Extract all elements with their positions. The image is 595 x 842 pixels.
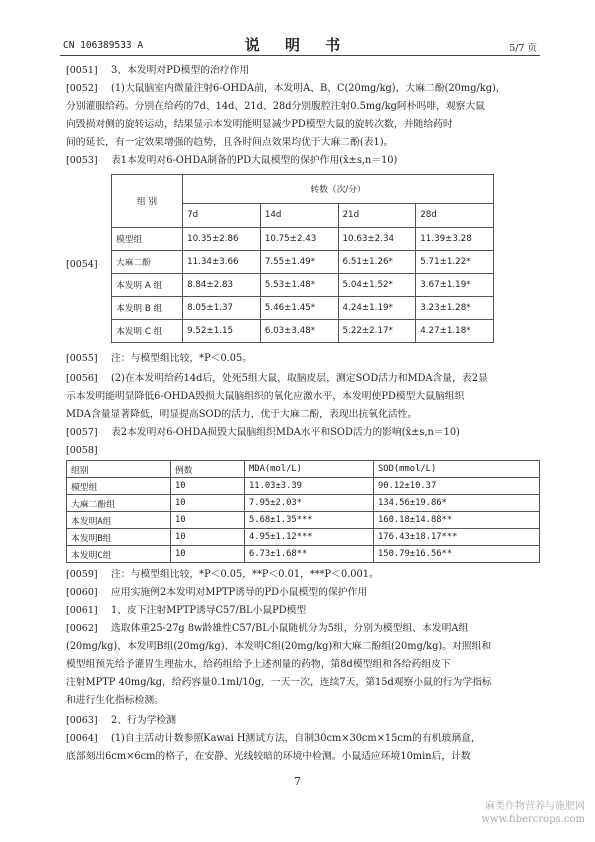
table-header-cell: 21d xyxy=(338,203,416,227)
table-cell: 模型组 xyxy=(67,478,171,495)
table-cell: 5.71±1.22* xyxy=(416,251,494,274)
table-1 xyxy=(111,174,494,343)
paragraph-line: 间的延长，有一定效果增强的趋势，且各时间点效果均优于大麻二酚(表1)。 xyxy=(66,137,394,148)
table-header-cell: 例数 xyxy=(171,461,245,478)
table-cell: 3.67±1.19* xyxy=(416,274,494,297)
paragraph-tag: [0060] xyxy=(66,587,98,598)
paragraph-line: 注：与模型组比较，*P＜0.05。 xyxy=(111,353,253,364)
paragraph-line: (1)自主活动计数参照Kawai H测试方法，自制30cm×30cm×15cm的有机玻璃盒， xyxy=(111,733,481,744)
table-row xyxy=(112,320,494,343)
paragraph-tag: [0061] xyxy=(66,605,98,616)
paragraph-line: 分别灌服给药。分别在给药的7d、14d、21d、28d分别腹腔注射0.5mg/kg阿朴吗啡，观察大鼠 xyxy=(66,101,486,112)
table-cell: 10 xyxy=(171,478,245,495)
table-cell: 5.04±1.52* xyxy=(338,274,416,297)
table-header-cell: 28d xyxy=(416,203,494,227)
header-rule xyxy=(60,55,540,56)
paragraph-0052 xyxy=(66,80,540,152)
paragraph-0056 xyxy=(66,370,540,424)
table-header-cell: 组别 xyxy=(67,461,171,478)
paragraph-tag: [0053] xyxy=(66,155,98,166)
paragraph-line: 1、皮下注射MPTP诱导C57/BL小鼠PD模型 xyxy=(111,605,307,616)
table-cell: 5.68±1.35*** xyxy=(245,512,374,529)
table-cell: 11.34±3.66 xyxy=(183,251,261,274)
table-cell: 160.18±14.88** xyxy=(374,512,540,529)
table-row xyxy=(112,274,494,297)
paragraph-line: 注：与模型组比较，*P＜0.05，**P＜0.01，***P＜0.001。 xyxy=(111,569,379,580)
paragraph-line: (20mg/kg)、本发明B组(20mg/kg)、本发明C组(20mg/kg)和大麻二酚组(20mg/kg)。对照组和 xyxy=(66,641,492,652)
paragraph-tag: [0055] xyxy=(66,353,98,364)
paragraph-0060 xyxy=(66,584,540,602)
table-cell: 6.03±3.48* xyxy=(260,320,338,343)
table-cell: 5.46±1.45* xyxy=(260,297,338,320)
paragraph-0057 xyxy=(66,424,540,442)
table-row xyxy=(67,495,540,512)
watermark xyxy=(481,800,585,826)
table-cell: 10 xyxy=(171,546,245,563)
table-row xyxy=(112,228,494,251)
paragraph-tag: [0057] xyxy=(66,427,98,438)
paragraph-line: 模型组预先给予灌胃生理盐水，给药组给予上述剂量的药物，第8d模型组和各给药组皮下 xyxy=(66,659,451,670)
table-header-cell: 组 别 xyxy=(112,175,183,228)
paragraph-0062 xyxy=(66,620,540,710)
paragraph-tag: [0064] xyxy=(66,733,98,744)
table-cell: 4.24±1.19* xyxy=(338,297,416,320)
paragraph-tag: [0063] xyxy=(66,715,98,726)
table-cell: 大麻二酚组 xyxy=(67,495,171,512)
table-cell: 本发明 B 组 xyxy=(112,297,183,320)
table-cell: 5.22±2.17* xyxy=(338,320,416,343)
header-patent-number: CN 106389533 A xyxy=(63,40,144,51)
header-title: 说 明 书 xyxy=(244,36,351,54)
table-header-cell: 7d xyxy=(183,203,261,227)
table-cell: 11.03±3.39 xyxy=(245,478,374,495)
page-number: 7 xyxy=(294,775,301,788)
table-cell: 10.35±2.86 xyxy=(183,228,261,251)
table-cell: 7.95±2.03* xyxy=(245,495,374,512)
table2-caption: 表2本发明对6-OHDA损毁大鼠脑组织MDA水平和SOD活力的影响(x̄±s,n＝10) xyxy=(111,427,460,438)
table-cell: 8.84±2.83 xyxy=(183,274,261,297)
table-header-row xyxy=(67,461,540,478)
header-page: 5/7 页 xyxy=(509,43,537,54)
paragraph-line: 底部刻出6cm×6cm的格子，在安静、光线较暗的环境中检测。小鼠适应环境10min后，计数 xyxy=(66,751,471,762)
table-cell: 本发明B组 xyxy=(67,529,171,546)
table-header-row xyxy=(112,175,494,204)
paragraph-line: MDA含量显著降低，明显提高SOD的活力，优于大麻二酚，表现出抗氧化活性。 xyxy=(66,409,418,420)
paragraph-0061 xyxy=(66,602,540,620)
table-header-cell: 转数（次/分） xyxy=(183,175,494,204)
table-cell: 10 xyxy=(171,529,245,546)
table-header-cell: 14d xyxy=(260,203,338,227)
paragraph-line: 2、行为学检测 xyxy=(111,715,177,726)
table-header-cell: MDA(mol/L) xyxy=(245,461,374,478)
paragraph-line: 示本发明能明显降低6-OHDA毁损大鼠脑组织的氧化应激水平，本发明使PD模型大鼠脑组织 xyxy=(66,391,465,402)
table-row xyxy=(67,512,540,529)
table-cell: 本发明A组 xyxy=(67,512,171,529)
table-row xyxy=(67,478,540,495)
table-cell: 6.51±1.26* xyxy=(338,251,416,274)
table-cell: 134.56±19.86* xyxy=(374,495,540,512)
table-cell: 10.75±2.43 xyxy=(260,228,338,251)
paragraph-line: 3、本发明对PD模型的治疗作用 xyxy=(111,65,250,76)
table-cell: 9.52±1.15 xyxy=(183,320,261,343)
table-cell: 8.05±1.37 xyxy=(183,297,261,320)
table-cell: 本发明 A 组 xyxy=(112,274,183,297)
table-row xyxy=(67,546,540,563)
table-cell: 4.95±1.12*** xyxy=(245,529,374,546)
table-cell: 11.39±3.28 xyxy=(416,228,494,251)
paragraph-line: (2)在本发明给药14d后，处死5组大鼠，取脑皮层，测定SOD活力和MDA含量，表2显 xyxy=(111,373,488,384)
paragraph-line: 注射MPTP 40mg/kg，给药容量0.1ml/10g，一天一次，连续7天，第15d观察小鼠的行为学指标 xyxy=(66,677,492,688)
paragraph-tag: [0054] xyxy=(66,259,98,270)
table-cell: 模型组 xyxy=(112,228,183,251)
paragraph-0059 xyxy=(66,566,540,584)
paragraph-line: (1)大鼠脑室内微量注射6-OHDA前，本发明A、B、C(20mg/kg)，大麻二酚(20mg/kg)， xyxy=(111,83,506,94)
table-cell: 4.27±1.18* xyxy=(416,320,494,343)
table-cell: 90.12±10.37 xyxy=(374,478,540,495)
table-cell: 10 xyxy=(171,495,245,512)
table-cell: 3.23±1.28* xyxy=(416,297,494,320)
watermark-line: www.fibercrops.com xyxy=(481,814,585,825)
table1-caption: 表1本发明对6-OHDA制备的PD大鼠模型的保护作用(x̄±s,n＝10) xyxy=(111,155,398,166)
paragraph-0055 xyxy=(66,350,540,368)
table-cell: 6.73±1.68** xyxy=(245,546,374,563)
paragraph-0051 xyxy=(66,62,540,80)
paragraph-tag: [0051] xyxy=(66,65,98,76)
paragraph-0058 xyxy=(66,442,540,460)
table-cell: 10 xyxy=(171,512,245,529)
paragraph-tag: [0052] xyxy=(66,83,98,94)
paragraph-line: 应用实施例2本发明对MPTP诱导的PD小鼠模型的保护作用 xyxy=(111,587,368,598)
table-row xyxy=(67,529,540,546)
table-cell: 176.43±18.17*** xyxy=(374,529,540,546)
table-cell: 本发明C组 xyxy=(67,546,171,563)
paragraph-0053 xyxy=(66,152,540,170)
table-cell: 5.53±1.48* xyxy=(260,274,338,297)
watermark-line: 麻类作物营养与施肥网 xyxy=(485,801,585,812)
paragraph-tag: [0062] xyxy=(66,623,98,634)
paragraph-line: 向毁损对侧的旋转运动，结果显示本发明能明显减少PD模型大鼠的旋转次数，并随给药时 xyxy=(66,119,453,130)
paragraph-line: 选取体重25-27g 8w龄雄性C57/BL小鼠随机分为5组，分别为模型组、本发明A组 xyxy=(111,623,469,634)
table-row xyxy=(112,297,494,320)
table-row xyxy=(112,251,494,274)
table-cell: 150.79±16.56** xyxy=(374,546,540,563)
paragraph-0064 xyxy=(66,730,540,766)
paragraph-tag: [0056] xyxy=(66,373,98,384)
table-2 xyxy=(66,460,540,563)
table-header-cell: SOD(mmol/L) xyxy=(374,461,540,478)
paragraph-tag: [0059] xyxy=(66,569,98,580)
paragraph-0063 xyxy=(66,712,540,730)
table-cell: 10.63±2.34 xyxy=(338,228,416,251)
paragraph-line: 和进行生化指标检测。 xyxy=(66,695,164,706)
table-cell: 本发明 C 组 xyxy=(112,320,183,343)
table-cell: 7.55±1.49* xyxy=(260,251,338,274)
paragraph-tag: [0058] xyxy=(66,445,98,456)
table-cell: 大麻二酚 xyxy=(112,251,183,274)
